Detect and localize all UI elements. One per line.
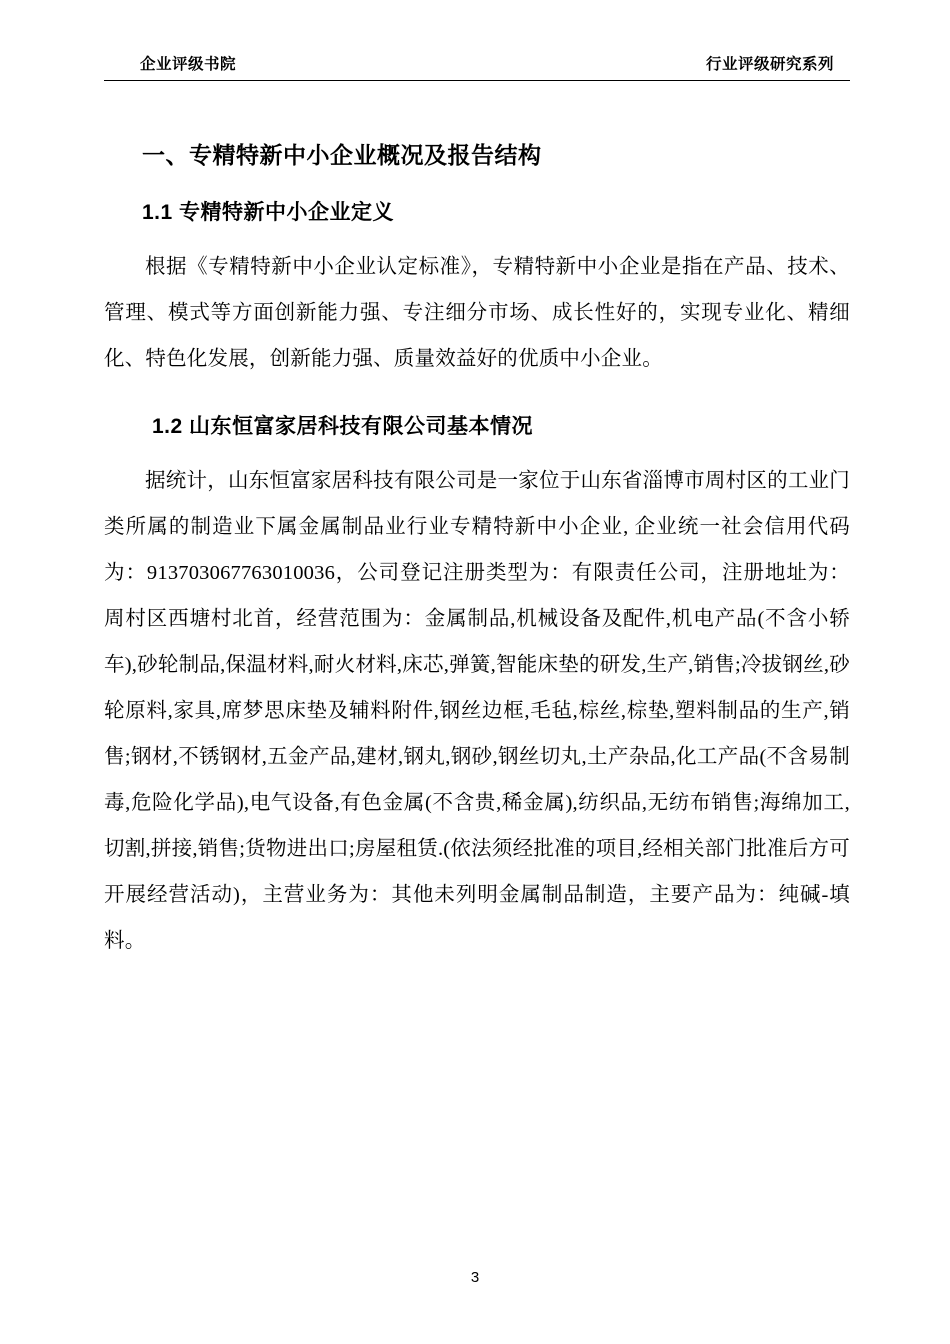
section-heading: 一、专精特新中小企业概况及报告结构 (142, 142, 542, 168)
subsection-heading-1-2: 1.2 山东恒富家居科技有限公司基本情况 (152, 415, 534, 438)
running-header (104, 52, 850, 81)
paragraph-company-profile: 据统计，山东恒富家居科技有限公司是一家位于山东省淄博市周村区的工业门类所属的制造业下属金属制品业行业专精特新中小企业, 企业统一社会信用代码为：913703067763010036，公司登记注册类型为：有限责任公司，注册地址为：周村区西塘村北首，经营范围为：金属制品,机械设备及配件,机电产品(不含小轿车),砂轮制品,保温材料,耐火材料,床芯,弹簧,智能床垫的研发,生产,销售;冷拔钢丝,砂轮原料,家具,席梦思床垫及辅料附件,钢丝边框,毛毡,棕丝,棕垫,塑料制品的生产,销售;钢材,不锈钢材,五金产品,建材,钢丸,钢砂,钢丝切丸,土产杂品,化工产品(不含易制毒,危险化学品),电气设备,有色金属(不含贵,稀金属),纺织品,无纺布销售;海绵加工,切割,拼接,销售;货物进出口;房屋租赁.(依法须经批准的项目,经相关部门批准后方可开展经营活动)，主营业务为：其他未列明金属制品制造，主要产品为：纯碱-填料。 (104, 470, 850, 952)
heading-spacer (104, 392, 850, 410)
page-number: 3 (470, 1269, 480, 1286)
header-left-text: 企业评级书院 (140, 56, 237, 73)
header-right-text: 行业评级研究系列 (705, 56, 834, 73)
subsection-heading-1-1: 1.1 专精特新中小企业定义 (142, 201, 395, 224)
paragraph-definition: 根据《专精特新中小企业认定标准》，专精特新中小企业是指在产品、技术、管理、模式等方面创新能力强、专注细分市场、成长性好的，实现专业化、精细化、特色化发展，创新能力强、质量效益好的优质中小企业。 (104, 256, 850, 370)
